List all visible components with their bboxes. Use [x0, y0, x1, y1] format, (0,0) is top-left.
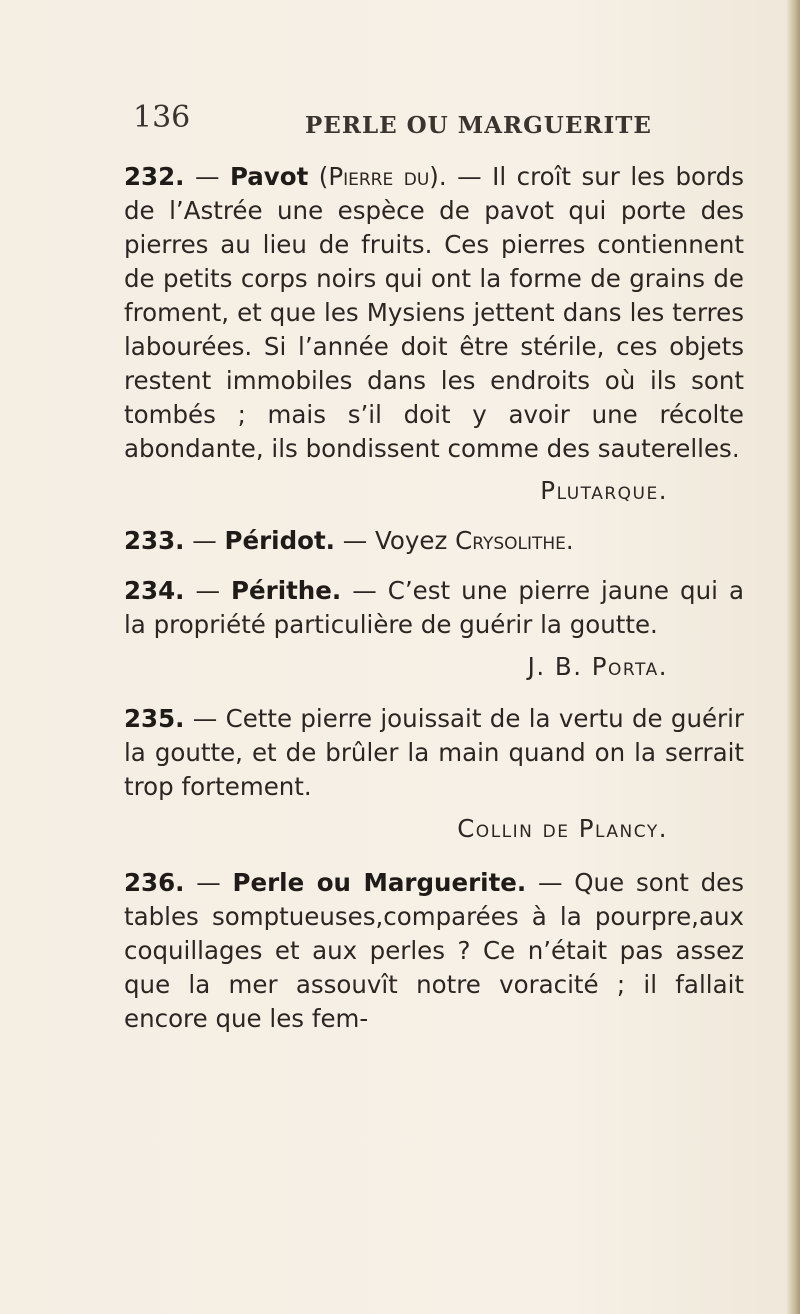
entry-title: Perle ou Marguerite. — [232, 868, 527, 897]
entry-body-prefix: — Voyez — [334, 526, 456, 555]
entry-dash: — — [184, 162, 230, 191]
entry-title: Péridot. — [224, 526, 335, 555]
page-text — [124, 160, 744, 1036]
entry-title: Pavot — [229, 162, 309, 191]
entry-232-paragraph — [124, 160, 744, 466]
entry-number: 232. — [124, 162, 185, 191]
entry-body: — C’est une pierre jaune qui a la propriété particulière de guérir la goutte. — [124, 576, 744, 639]
entry-234-paragraph — [124, 574, 744, 642]
entry-233-paragraph — [124, 524, 744, 558]
entry-number: 235. — [124, 704, 185, 733]
entry-number: 236. — [124, 868, 185, 897]
entry-source: Collin de Plancy. — [457, 814, 668, 843]
entry-number: 233. — [124, 526, 185, 555]
page-number: 136 — [133, 100, 191, 135]
entry-body: — Cette pierre jouissait de la vertu de guérir la goutte, et de brûler la main quand on la serrait trop fortement. — [124, 704, 744, 801]
page-edge-shadow — [786, 0, 800, 1314]
running-title: PERLE OU MARGUERITE — [305, 112, 652, 139]
entry-crossref: Crysolithe. — [455, 526, 574, 555]
entry-232 — [124, 160, 744, 508]
entry-dash: — — [184, 576, 232, 605]
entry-235 — [124, 702, 744, 846]
page-header — [133, 100, 753, 140]
entry-233 — [124, 524, 744, 558]
entry-number: 234. — [124, 576, 185, 605]
entry-source: J. B. Porta. — [527, 652, 668, 681]
entry-235-paragraph — [124, 702, 744, 804]
entry-236-paragraph — [124, 866, 744, 1036]
entry-title-close: ). — [429, 162, 447, 191]
entry-236 — [124, 866, 744, 1036]
entry-dash: — — [184, 868, 233, 897]
entry-title: Périthe. — [231, 576, 342, 605]
entry-body: — Que sont des tables somptueuses,comparées à la pourpre,aux coquillages et aux perles ? Ce n’était pas assez que la mer assouvît notre voracité ; il fallait encore que les fem- — [124, 868, 744, 1033]
entry-234 — [124, 574, 744, 684]
entry-dash: — — [184, 526, 225, 555]
entry-title-open: ( — [308, 162, 329, 191]
entry-body: — Il croît sur les bords de l’Astrée une espèce de pavot qui porte des pierres au lieu de fruits. Ces pierres contiennent de petits corps noirs qui ont la forme de grains de froment, et que les Mysiens jettent dans les terres labourées. Si l’année doit être stérile, ces objets restent immobiles dans les endroits où ils sont tombés ; mais s’il doit y avoir une récolte abondante, ils bondissent comme des sauterelles. — [124, 162, 744, 463]
entry-source: Plutarque. — [540, 476, 668, 505]
entry-title-smallcaps: Pierre du — [328, 162, 430, 191]
